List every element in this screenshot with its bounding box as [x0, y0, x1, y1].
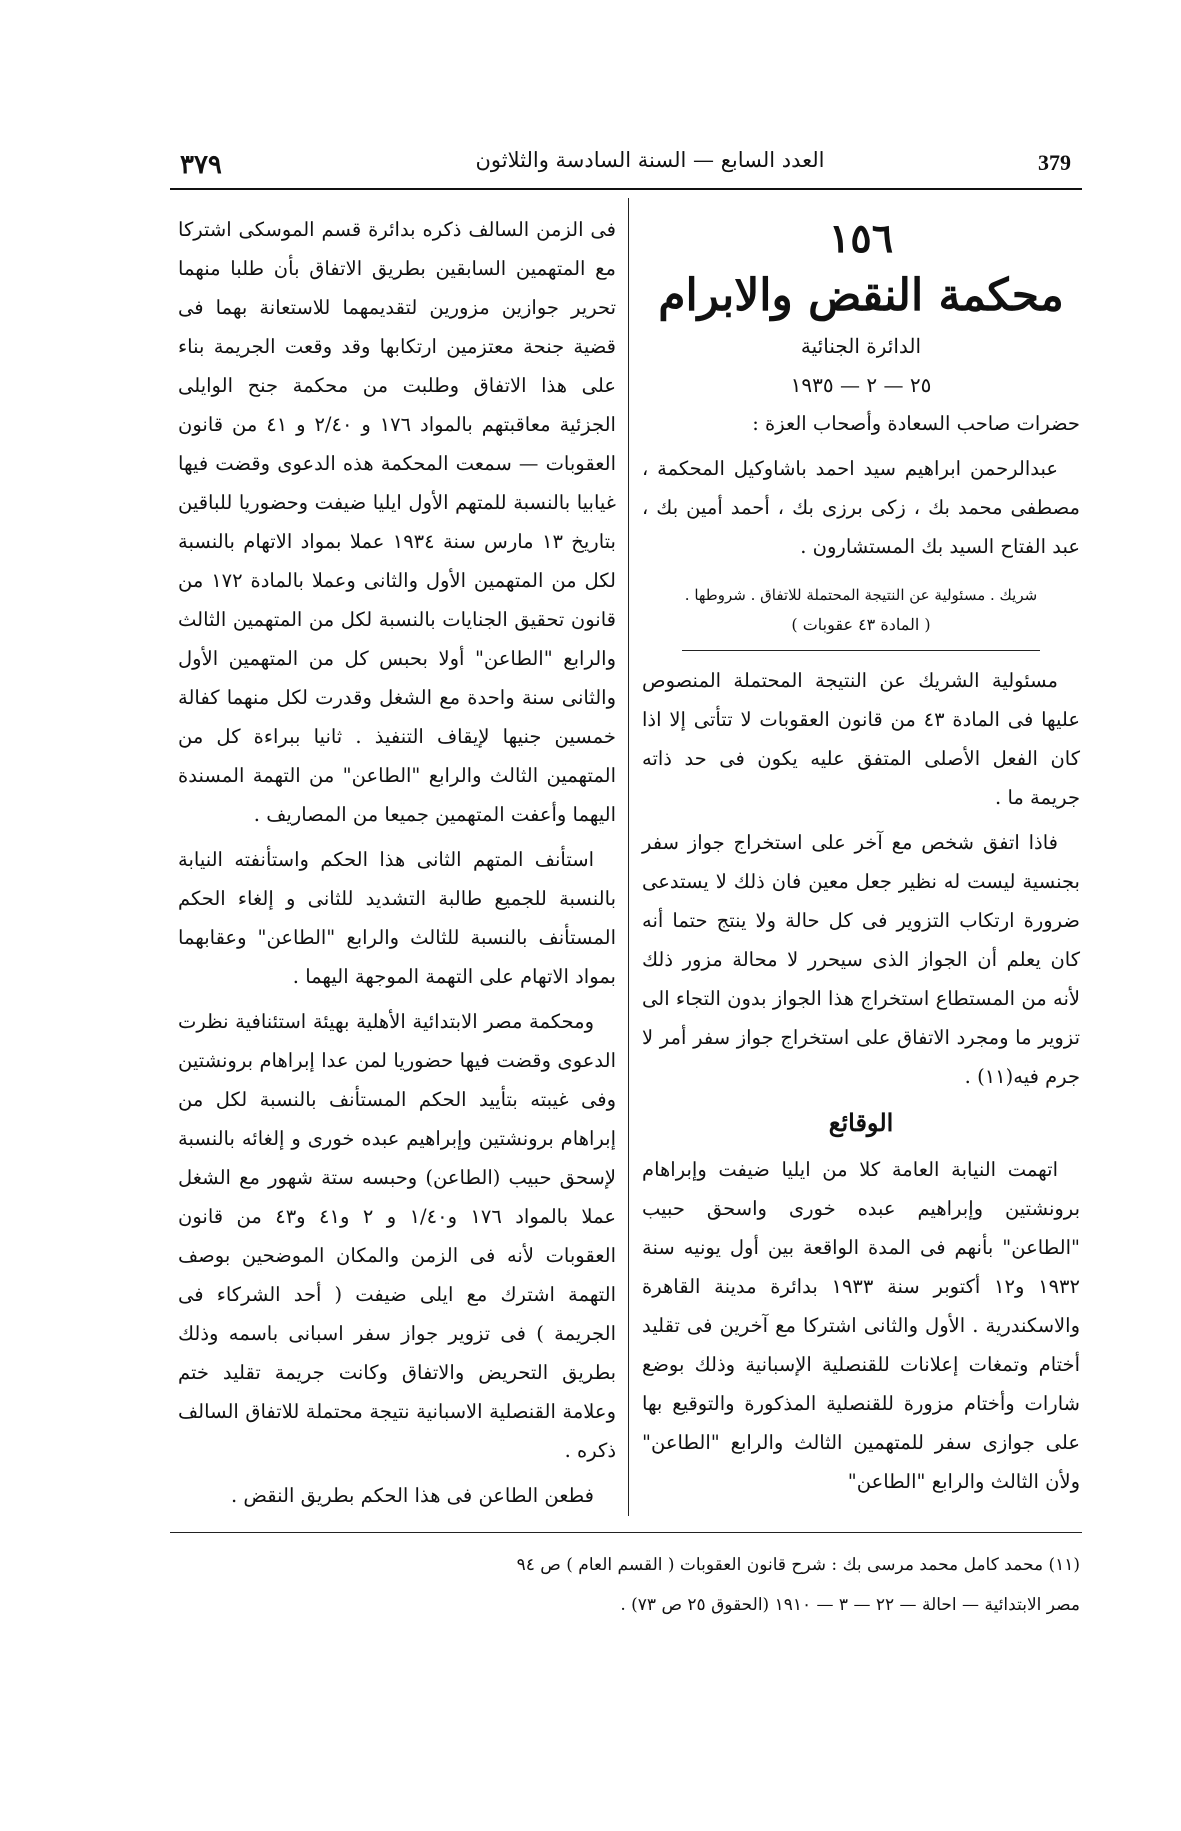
case-number: ١٥٦	[828, 215, 894, 262]
running-header-title: العدد السابع — السنة السادسة والثلاثون	[475, 148, 825, 172]
footnote-reference: مصر الابتدائية — احالة — ٢٢ — ٣ — ١٩١٠ (الحقوق ٢٥ ص ٧٣) .	[620, 1595, 1080, 1615]
column-divider	[628, 198, 629, 1516]
right-column	[642, 210, 1080, 1501]
court-name: محكمة النقض والابرام	[658, 270, 1064, 321]
left-paragraph-2: استأنف المتهم الثانى هذا الحكم واستأنفته النيابة بالنسبة للجميع طالبة التشديد للثانى و إلغاء الحكم المستأنف بالنسبة للثالث والرابع "الطاعن" وعقابهما بمواد الاتهام على التهمة الموجهة اليهما .	[178, 848, 616, 988]
footnote: (١١) محمد كامل محمد مرسى بك : شرح قانون العقوبات ( القسم العام ) ص ٩٤	[516, 1555, 1080, 1575]
facts-paragraph: اتهمت النيابة العامة كلا من ايليا ضيفت وإبراهام برونشتين وإبراهيم عبده خورى واسحق حبيب "الطاعن" بأنهم فى المدة الواقعة بين أول يونيه سنة ١٩٣٢ و١٢ أكتوبر سنة ١٩٣٣ بدائرة مدينة القاهرة والاسكندرية . الأول والثانى اشتركا مع آخرين فى تقليد أختام وتمغات إعلانات للقنصلية الإسبانية وذلك بوضع شارات وأختام مزورة للقنصلية المذكورة والتوقيع بها على جوازى سفر للمتهمين الثالث والرابع "الطاعن" ولأن الثالث والرابع "الطاعن"	[642, 1158, 1080, 1493]
bench-names: عبدالرحمن ابراهيم سيد احمد باشاوكيل المحكمة ، مصطفى محمد بك ، زكى برزى بك ، أحمد أمين بك ، عبد الفتاح السيد بك المستشارون .	[642, 457, 1080, 558]
judgment-date: ٢٥ — ٢ — ١٩٣٥	[790, 373, 932, 397]
bench-intro: حضرات صاحب السعادة وأصحاب العزة :	[752, 412, 1080, 435]
footnote-rule	[170, 1532, 1082, 1533]
left-paragraph-3: ومحكمة مصر الابتدائية الأهلية بهيئة استئنافية نظرت الدعوى وقضت فيها حضوريا لمن عدا إبراهام برونشتين وفى غيبته بتأييد الحكم المستأنف بالنسبة لكل من إبراهام برونشتين وإبراهيم عبده خورى و إلغائه بالنسبة لإسحق حبيب (الطاعن) وحبسه ستة شهور مع الشغل عملا بالمواد ١٧٦ و١/٤٠ و ٢ و٤١ و٤٣ من قانون العقوبات لأنه فى الزمن والمكان الموضحين بوصف التهمة اشترك مع ايلى ضيفت ( أحد الشركاء فى الجريمة ) فى تزوير جواز سفر اسبانى باسمه وذلك بطريق التحريض والاتفاق وكانت جريمة تقليد ختم وعلامة القنصلية الاسبانية نتيجة محتملة للاتفاق السالف ذكره .	[178, 1010, 616, 1462]
principle-paragraph-1: مسئولية الشريك عن النتيجة المحتملة المنصوص عليها فى المادة ٤٣ من قانون العقوبات لا تتأتى إلا اذا كان الفعل الأصلى المتفق عليه يكون فى حد ذاته جريمة ما .	[642, 669, 1080, 809]
facts-heading: الوقائع	[828, 1108, 894, 1137]
left-paragraph-4: فطعن الطاعن فى هذا الحكم بطريق النقض .	[230, 1484, 594, 1507]
page-number-arabic: ٣٧٩	[180, 150, 222, 180]
subject-line: شريك . مسئولية عن النتيجة المحتملة للاتفاق . شروطها .	[684, 586, 1038, 604]
circuit-name: الدائرة الجنائية	[800, 334, 922, 358]
header-rule	[170, 188, 1082, 190]
principle-paragraph-2: فاذا اتفق شخص مع آخر على استخراج جواز سفر بجنسية ليست له نظير جعل معين فان ذلك لا يستدعى ضرورة ارتكاب التزوير فى كل حالة ولا ينتج حتما أنه كان يعلم أن الجواز الذى سيحرر لا محالة مزور ذلك لأنه من المستطاع استخراج هذا الجواز بدون التجاء الى تزوير ما ومجرد الاتفاق على استخراج جواز سفر أمر لا جرم فيه(١١) .	[642, 831, 1080, 1088]
page-number-latin: 379	[1038, 150, 1071, 175]
left-column	[178, 210, 616, 1515]
article-reference: ( المادة ٤٣ عقوبات )	[791, 615, 931, 634]
left-paragraph-1: فى الزمن السالف ذكره بدائرة قسم الموسكى اشتركا مع المتهمين السابقين بطريق الاتفاق بأن طلبا منهما تحرير جوازين مزورين لتقديمهما للاستعانة بهما فى قضية جنحة معتزمين ارتكابها وقد وقعت الجريمة بناء على هذا الاتفاق وطلبت من محكمة جنح الوايلى الجزئية معاقبتهم بالمواد ١٧٦ و ٢/٤٠ و ٤١ من قانون العقوبات — سمعت المحكمة هذه الدعوى وقضت فيها غيابيا بالنسبة للمتهم الأول ايليا ضيفت وحضوريا للباقين بتاريخ ١٣ مارس سنة ١٩٣٤ عملا بمواد الاتهام بالنسبة لكل من المتهمين الأول والثانى وعملا بالمادة ١٧٢ من قانون تحقيق الجنايات بالنسبة لكل من المتهمين الثالث والرابع "الطاعن" أولا بحبس كل من المتهمين الأول والثانى سنة واحدة مع الشغل وقدرت لكل منهما كفالة خمسين جنيها لإيقاف التنفيذ . ثانيا ببراءة كل من المتهمين الثالث والرابع "الطاعن" من التهمة المسندة اليهما وأعفت المتهمين جميعا من المصاريف .	[178, 218, 616, 826]
section-separator	[682, 650, 1040, 651]
